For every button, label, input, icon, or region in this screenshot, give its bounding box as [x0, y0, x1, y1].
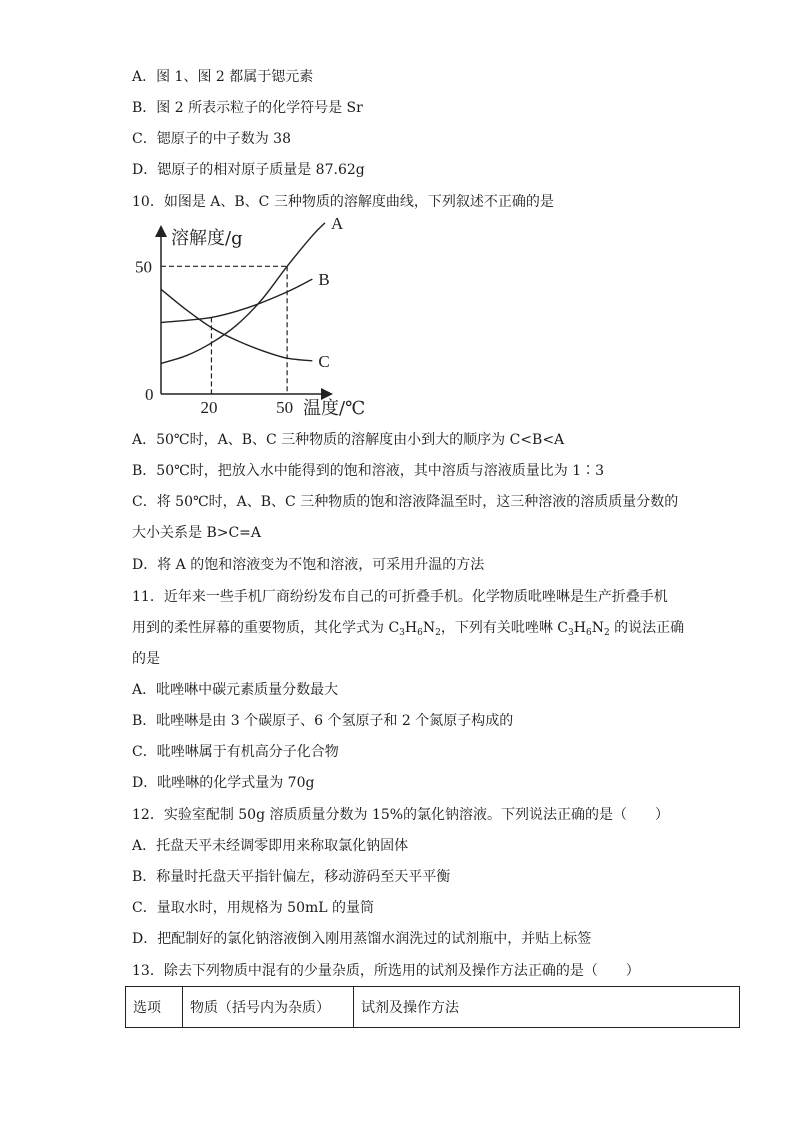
chart-axes: [161, 228, 330, 394]
q12-option-a: A．托盘天平未经调零即用来称取氯化钠固体: [132, 838, 409, 854]
curve-label-C: C: [318, 351, 330, 371]
origin-label: 0: [145, 385, 154, 404]
q11-option-c: C．吡唑啉属于有机高分子化合物: [132, 744, 339, 760]
q12-option-d: D．把配制好的氯化钠溶液倒入刚用蒸馏水润洗过的试剂瓶中，并贴上标签: [132, 931, 592, 947]
q11-option-d: D．吡唑啉的化学式量为 70g: [132, 775, 315, 791]
table-header-substance: 物质（括号内为杂质）: [183, 987, 354, 1028]
q10-stem: 10．如图是 A、B、C 三种物质的溶解度曲线，下列叙述不正确的是: [132, 194, 554, 210]
q10-option-d: D．将 A 的饱和溶液变为不饱和溶液，可采用升温的方法: [132, 557, 485, 573]
q10-option-a: A．50℃时，A、B、C 三种物质的溶解度由小到大的顺序为 C<B<A: [132, 432, 565, 448]
solubility-chart: [135, 213, 390, 422]
q13-table: [125, 986, 740, 1028]
q11-stem-line3: 的是: [132, 651, 160, 667]
x-tick-label-50: 50: [276, 398, 294, 417]
y-tick-label-50: 50: [135, 257, 152, 277]
curve-B: [161, 279, 312, 322]
q11-option-b: B．吡唑啉是由 3 个碳原子、6 个氢原子和 2 个氮原子构成的: [132, 713, 514, 729]
q9-option-b: B．图 2 所表示粒子的化学符号是 Sr: [132, 100, 363, 116]
q11-stem-line2: 用到的柔性屏幕的重要物质，其化学式为 $C_3H_6N_2$，下列有关吡唑啉 $C_3H_6N_2$ 的说法正确: [132, 620, 685, 638]
q11-option-a: A．吡唑啉中碳元素质量分数最大: [132, 682, 339, 698]
x-tick-label-20: 20: [200, 398, 218, 417]
curve-label-A: A: [330, 213, 344, 233]
table-header-row: [126, 987, 740, 1028]
x-axis-label: 温度/℃: [303, 398, 366, 419]
table-header-method: 试剂及操作方法: [354, 987, 740, 1028]
curve-label-B: B: [318, 270, 330, 290]
q10-option-c: C．将 50℃时，A、B、C 三种物质的饱和溶液降温至时，这三种溶液的溶质质量分数的: [132, 494, 679, 510]
q10-option-c-cont: 大小关系是 B>C=A: [132, 525, 262, 541]
reference-lines: [161, 266, 287, 394]
q13-stem: 13．除去下列物质中混有的少量杂质，所选用的试剂及操作方法正确的是（ ）: [132, 963, 640, 979]
q11-stem-line1: 11．近年来一些手机厂商纷纷发布自己的可折叠手机。化学物质吡唑啉是生产折叠手机: [132, 589, 668, 605]
q9-option-d: D．锶原子的相对原子质量是 87.62g: [132, 162, 365, 178]
q10-option-b: B．50℃时，把放入水中能得到的饱和溶液，其中溶质与溶液质量比为 1∶3: [132, 463, 605, 479]
q12-option-b: B．称量时托盘天平指针偏左，移动游码至天平平衡: [132, 869, 451, 885]
q12-option-c: C．量取水时，用规格为 50mL 的量筒: [132, 900, 374, 916]
q9-option-c: C．锶原子的中子数为 38: [132, 131, 291, 147]
table-header-option: 选项: [126, 987, 183, 1028]
q12-stem: 12．实验室配制 50g 溶质质量分数为 15%的氯化钠溶液。下列说法正确的是（ ）: [132, 807, 670, 823]
q9-option-a: A．图 1、图 2 都属于锶元素: [132, 69, 314, 85]
chart-labels: [135, 214, 365, 419]
y-axis-label: 溶解度/g: [171, 228, 243, 249]
